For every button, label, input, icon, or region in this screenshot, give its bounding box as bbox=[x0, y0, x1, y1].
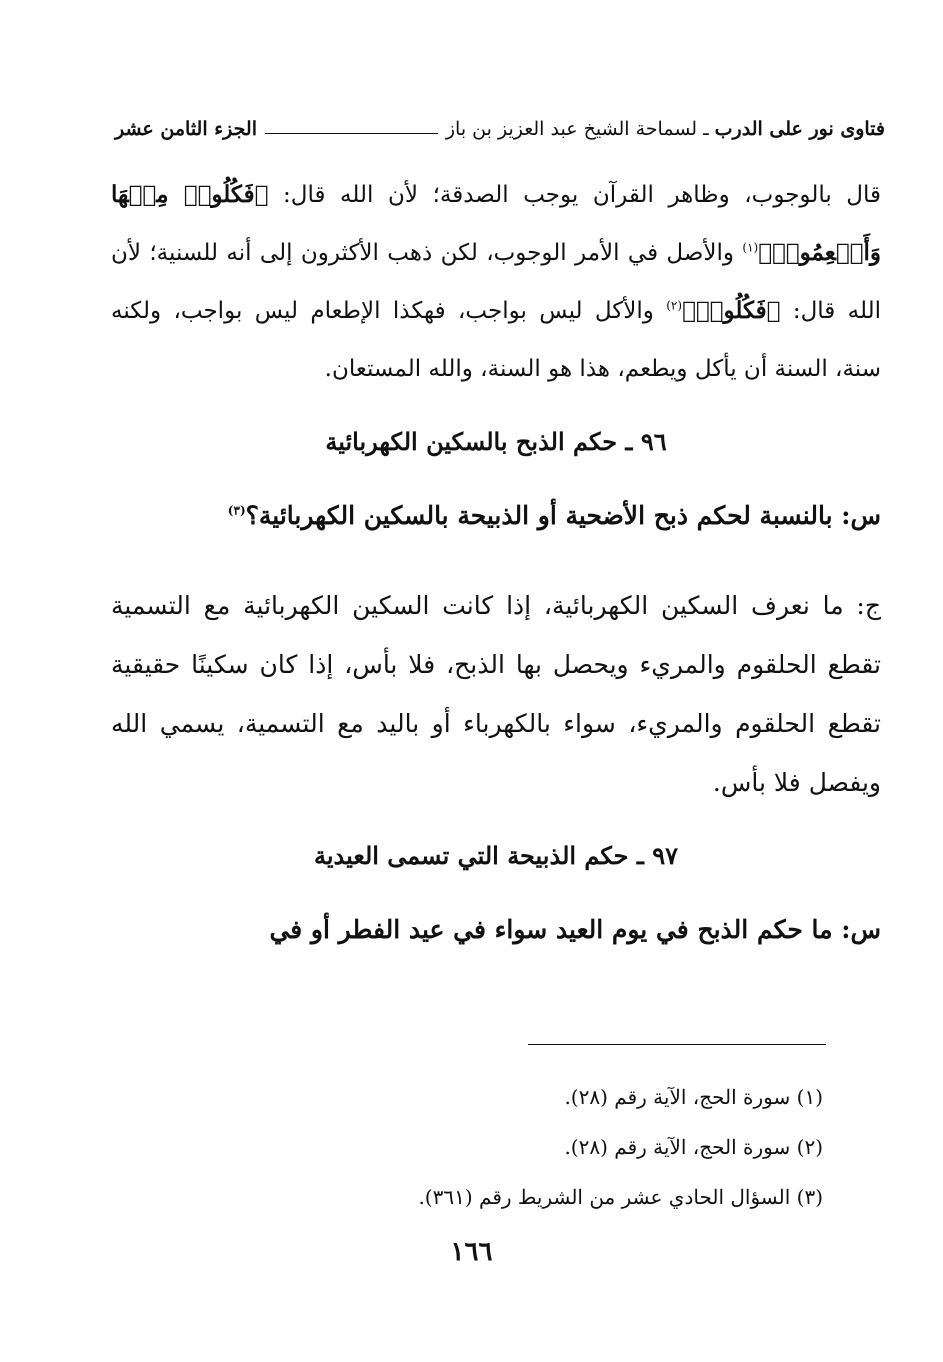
section-heading-96: ٩٦ ـ حكم الذبح بالسكين الكهربائية bbox=[325, 427, 667, 456]
answer-96: ج: ما نعرف السكين الكهربائية، إذا كانت السكين الكهربائية مع التسمية تقطع الحلقوم والمريء ويحصل بها الذبح، فلا بأس، إذا كان سكينًا حقيقية تقطع الحلقوم والمريء، سواء بالكهرباء أو باليد مع التسمية، يسمي الله ويفصل فلا بأس. bbox=[111, 591, 881, 797]
section-heading-97: ٩٧ ـ حكم الذبيحة التي تسمى العيدية bbox=[313, 841, 678, 870]
running-header bbox=[115, 112, 885, 146]
author-name: لسماحة الشيخ عبد العزيز بن باز bbox=[445, 118, 698, 140]
page-number: ١٦٦ bbox=[450, 1237, 493, 1267]
intro-paragraph bbox=[111, 166, 881, 398]
footnote-ref-2: (٢) bbox=[666, 298, 683, 313]
header-separator: ـ bbox=[703, 118, 709, 140]
intro-text-1: قال بالوجوب، وظاهر القرآن يوجب الصدقة؛ لأن الله قال: bbox=[283, 182, 882, 208]
footnotes bbox=[123, 1072, 823, 1222]
footnote-ref-3: (٣) bbox=[227, 503, 246, 518]
quran-verse-1: ﴿فَكُلُوا۟ مِنۡهَا وَأَطۡعِمُوا۟﴾ bbox=[111, 181, 881, 266]
question-96 bbox=[111, 484, 881, 548]
footnote-separator bbox=[528, 1044, 826, 1045]
intro-text-2: والأصل في الأمر الوجوب، لكن ذهب الأكثرون إلى أنه للسنية؛ لأن الله قال: bbox=[111, 240, 882, 324]
footnote-1: (١) سورة الحج، الآية رقم (٢٨). bbox=[564, 1085, 823, 1109]
quran-verse-2: ﴿فَكُلُوا۟﴾ bbox=[682, 297, 781, 324]
intro-text-3: والأكل ليس بواجب، فهكذا الإطعام ليس بواجب، ولكنه سنة، السنة أن يأكل ويطعم، هذا هو السنة، والله المستعان. bbox=[111, 298, 881, 382]
part-label: الجزء الثامن عشر bbox=[115, 118, 257, 140]
footnote-3: (٣) السؤال الحادي عشر من الشريط رقم (٣٦١). bbox=[418, 1185, 823, 1209]
question-97: س: ما حكم الذبح في يوم العيد سواء في عيد الفطر أو في bbox=[269, 915, 881, 944]
header-rule bbox=[265, 133, 438, 134]
book-title: فتاوى نور على الدرب bbox=[714, 118, 885, 140]
question-96-text: س: بالنسبة لحكم ذبح الأضحية أو الذبيحة بالسكين الكهربائية؟ bbox=[245, 501, 881, 530]
footnote-2: (٢) سورة الحج، الآية رقم (٢٨). bbox=[564, 1135, 823, 1159]
footnote-ref-1: (١) bbox=[742, 240, 759, 255]
